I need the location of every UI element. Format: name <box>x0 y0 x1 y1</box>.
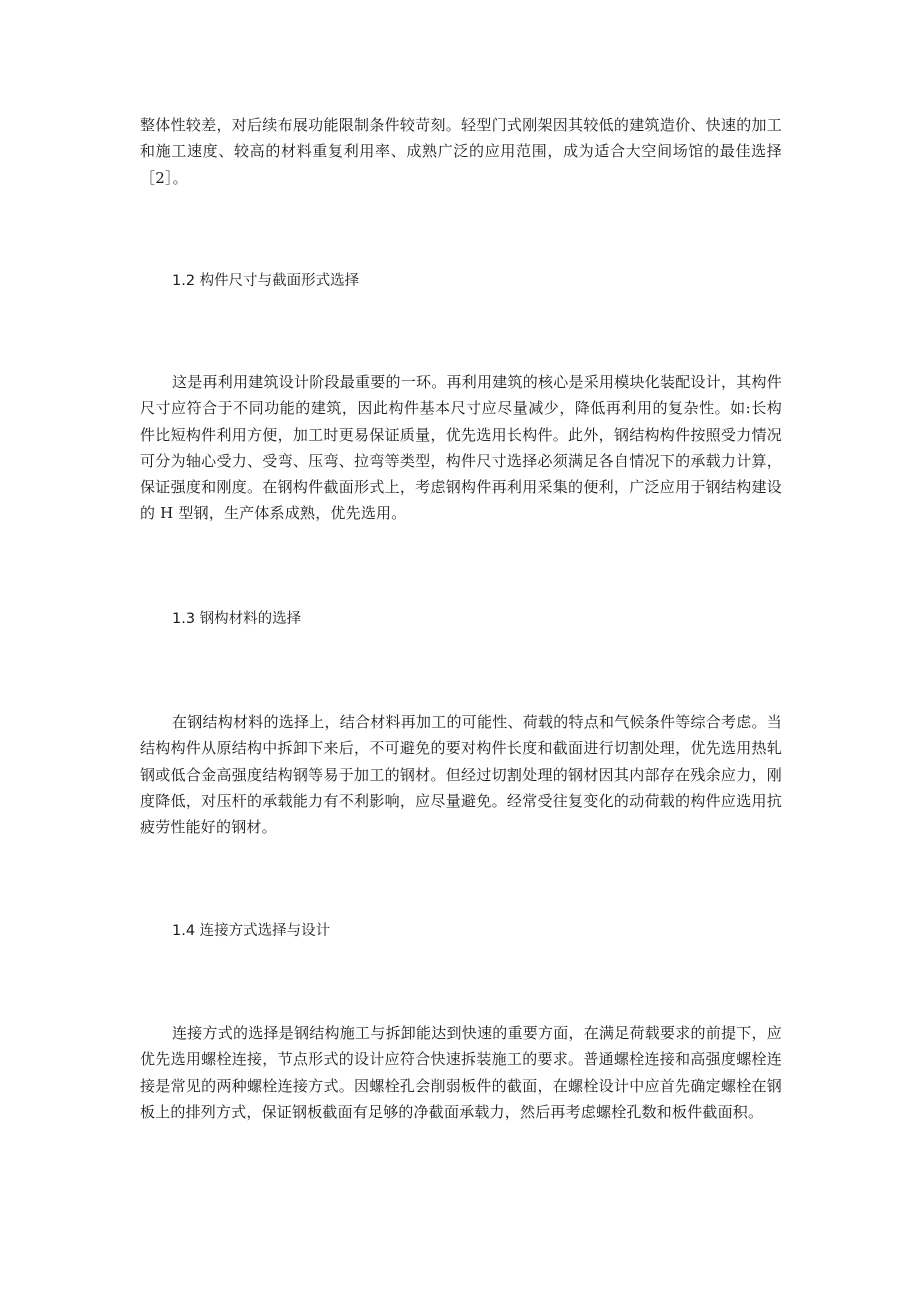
intro-paragraph: 整体性较差，对后续布展功能限制条件较苛刻。轻型门式刚架因其较低的建筑造价、快速的加工和施工速度、较高的材料重复利用率、成熟广泛的应用范围，成为适合大空间场馆的最佳选择［2］。 <box>140 116 782 187</box>
section-paragraph-1-4: 连接方式的选择是钢结构施工与拆卸能达到快速的重要方面，在满足荷载要求的前提下，应优先选用螺栓连接，节点形式的设计应符合快速拆装施工的要求。普通螺栓连接和高强度螺栓连接是常见的两种螺栓连接方式。因螺栓孔会削弱板件的截面，在螺栓设计中应首先确定螺栓在钢板上的排列方式，保证钢板截面有足够的净截面承载力，然后再考虑螺栓孔数和板件截面积。 <box>140 1024 782 1121</box>
section-paragraph-1-3: 在钢结构材料的选择上，结合材料再加工的可能性、荷载的特点和气候条件等综合考虑。当结构构件从原结构中拆卸下来后，不可避免的要对构件长度和截面进行切割处理，优先选用热轧钢或低合金高强度结构钢等易于加工的钢材。但经过切割处理的钢材因其内部存在残余应力，刚度降低，对压杆的承载能力有不利影响，应尽量避免。经常受往复变化的动荷载的构件应选用抗疲劳性能好的钢材。 <box>140 713 782 837</box>
section-paragraph-1-2: 这是再利用建筑设计阶段最重要的一环。再利用建筑的核心是采用模块化装配设计，其构件尺寸应符合于不同功能的建筑，因此构件基本尺寸应尽量减少，降低再利用的复杂性。如:长构件比短构件利用方便，加工时更易保证质量，优先选用长构件。此外，钢结构构件按照受力情况可分为轴心受力、受弯、压弯、拉弯等类型，构件尺寸选择必须满足各自情况下的承载力计算，保证强度和刚度。在钢构件截面形式上，考虑钢构件再利用采集的便利，广泛应用于钢结构建设的 H 型钢，生产体系成熟，优先选用。 <box>140 373 782 523</box>
section-heading-1-3: 1.3 钢构材料的选择 <box>172 611 302 627</box>
section-heading-1-2: 1.2 构件尺寸与截面形式选择 <box>172 273 360 289</box>
section-heading-1-4: 1.4 连接方式选择与设计 <box>172 923 331 939</box>
